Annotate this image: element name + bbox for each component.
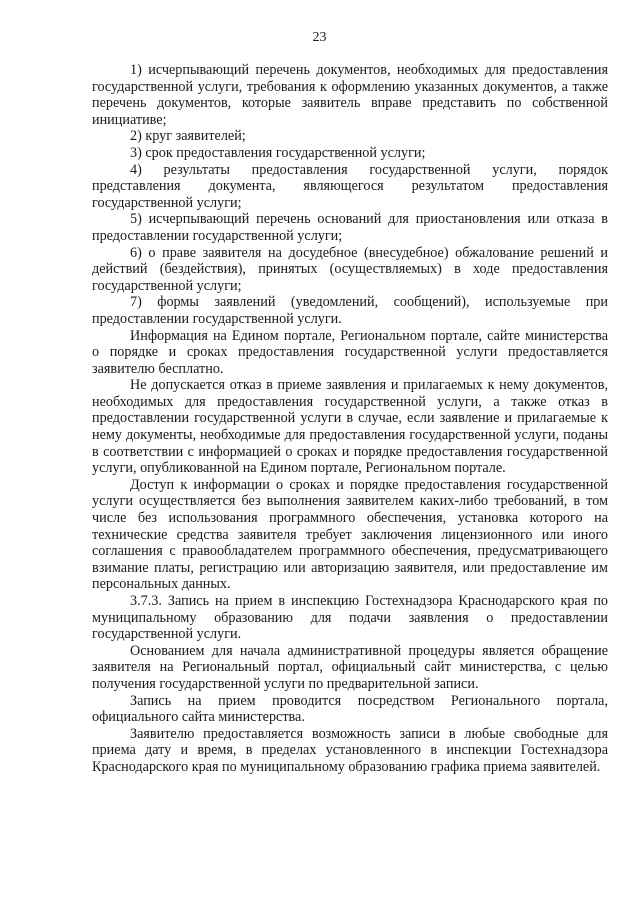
paragraph-item-3: 3) срок предоставления государственной услуги; xyxy=(130,144,426,161)
paragraph-access: Доступ к информации о сроках и порядке предоставления государственной услуги осуществляется без выполнения заявителем каких-либо требований, в том числе без использования программного обеспечения, установка которого на технические средства заявителя требует заключения лицензионного или иного соглашения с правообладателем программного обеспечения, предусматривающего взимание платы, регистрацию или авторизацию заявителя, или предоставление им персональных данных. xyxy=(92,476,608,593)
paragraph-appointment: Запись на прием проводится посредством Регионального портала, официального сайта министерства. xyxy=(92,692,608,726)
paragraph-no-refusal: Не допускается отказ в приеме заявления и прилагаемых к нему документов, необходимых для предоставления государственной услуги, а также отказ в предоставлении государственной услуги в случае, если заявление и прилагаемые к нему документы, необходимые для предоставления государственной услуги, поданы в соответствии с информацией о сроках и порядке предоставления государственной услуги, опубликованной на Едином портале, Региональном портале. xyxy=(92,377,608,477)
paragraph-basis: Основанием для начала административной процедуры является обращение заявителя на Региональный портал, официальный сайт министерства, с целью получения государственной услуги по предварительной записи. xyxy=(92,642,608,692)
page-number: 23 xyxy=(312,30,327,45)
document-body xyxy=(92,62,608,776)
paragraph-info-free: Информация на Едином портале, Региональном портале, сайте министерства о порядке и сроках предоставления государственной услуги предоставляется заявителю бесплатно. xyxy=(92,327,608,377)
section-heading-3-7-3: 3.7.3. Запись на прием в инспекцию Гостехнадзора Краснодарского края по муниципальному образованию для подачи заявления о предоставлении государственной услуги. xyxy=(92,593,608,643)
paragraph-item-6: 6) о праве заявителя на досудебное (внесудебное) обжалование решений и действий (бездействия), принятых (осуществляемых) в ходе предоставления государственной услуги; xyxy=(92,244,608,294)
paragraph-item-1: 1) исчерпывающий перечень документов, необходимых для предоставления государственной услуги, требования к оформлению указанных документов, а также перечень документов, которые заявитель вправе представить по собственной инициативе; xyxy=(92,62,608,128)
paragraph-item-7: 7) формы заявлений (уведомлений, сообщений), используемые при предоставлении государственной услуги. xyxy=(92,294,608,327)
paragraph-item-5: 5) исчерпывающий перечень оснований для приостановления или отказа в предоставлении государственной услуги; xyxy=(92,211,608,244)
paragraph-schedule: Заявителю предоставляется возможность записи в любые свободные для приема дату и время, в пределах установленного в инспекции Гостехнадзора Краснодарского края по муниципальному образованию графика приема заявителей. xyxy=(92,725,608,775)
paragraph-item-4: 4) результаты предоставления государственной услуги, порядок представления документа, являющегося результатом предоставления государственной услуги; xyxy=(92,161,608,211)
paragraph-item-2: 2) круг заявителей; xyxy=(130,128,246,145)
